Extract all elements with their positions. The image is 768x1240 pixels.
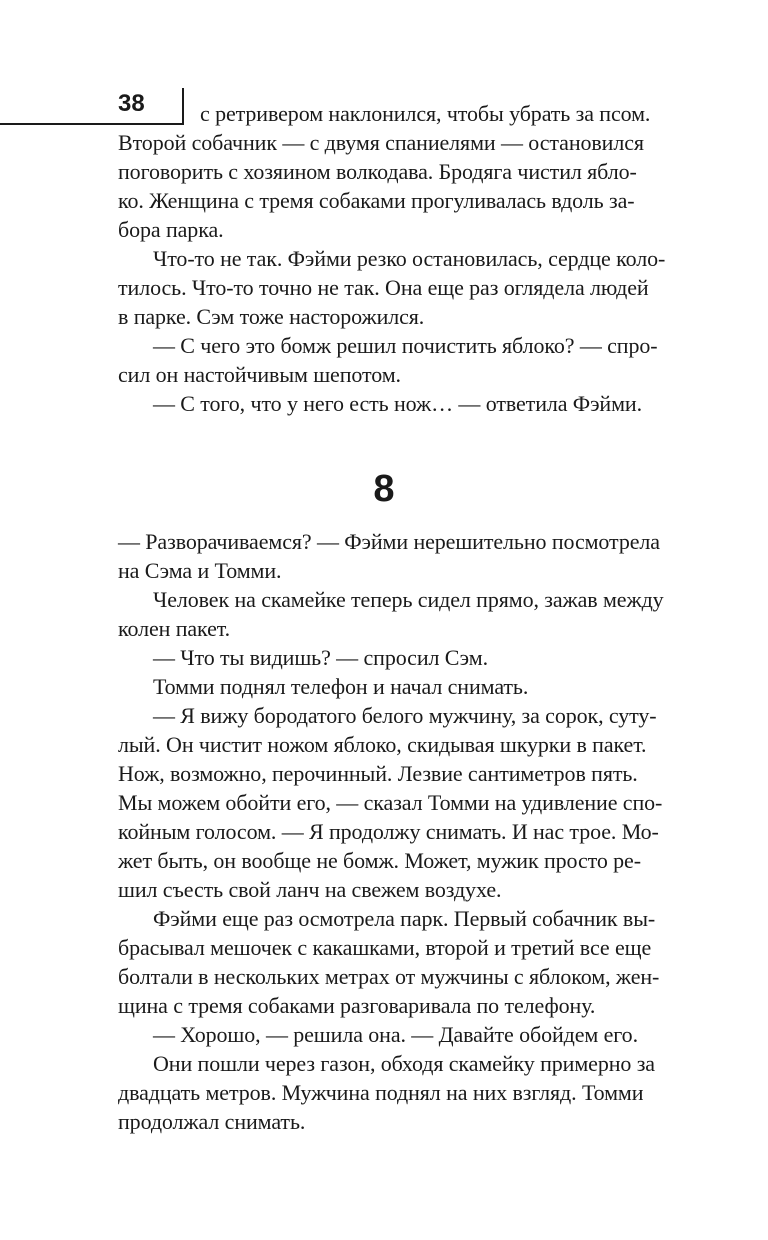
text-line: поговорить с хозяином волкодава. Бродяга чистил ябло- [118,159,637,184]
text-line: тилось. Что-то точно не так. Она еще раз оглядела людей [118,275,649,300]
text-line: колен пакет. [118,616,231,641]
text-line: Мы можем обойти его, — сказал Томми на удивление спо- [118,790,663,815]
text-line: Фэйми еще раз осмотрела парк. Первый собачник вы- [153,906,656,931]
page-number: 38 [118,90,145,117]
text-line: койным голосом. — Я продолжу снимать. И нас трое. Мо- [118,819,659,844]
text-line: на Сэма и Томми. [118,558,282,583]
text-line: сил он настойчивым шепотом. [118,362,401,387]
text-line: шил съесть свой ланч на свежем воздухе. [118,877,502,902]
text-line: Второй собачник — с двумя спаниелями — остановился [118,130,644,155]
text-line: бора парка. [118,217,224,242]
text-line: — Хорошо, — решила она. — Давайте обойдем его. [153,1022,638,1047]
text-line: ко. Женщина с тремя собаками прогуливалась вдоль за- [118,188,635,213]
text-line: — Что ты видишь? — спросил Сэм. [153,645,488,670]
text-line: брасывал мешочек с какашками, второй и третий все еще [118,935,652,960]
text-line: — С того, что у него есть нож… — ответила Фэйми. [153,391,642,416]
text-line: продолжал снимать. [118,1109,306,1134]
text-line: болтали в нескольких метрах от мужчины с яблоком, жен- [118,964,660,989]
text-line: — Я вижу бородатого белого мужчину, за сорок, суту- [153,703,657,728]
text-line: — С чего это бомж решил почистить яблоко? — спро- [153,333,658,358]
text-line: — Разворачиваемся? — Фэйми нерешительно посмотрела [118,529,660,554]
folio-rule [0,123,184,125]
text-line: с ретривером наклонился, чтобы убрать за псом. [200,101,651,126]
text-line: Человек на скамейке теперь сидел прямо, зажав между [153,587,664,612]
text-line: Томми поднял телефон и начал снимать. [153,674,529,699]
text-line: жет быть, он вообще не бомж. Может, мужик просто ре- [118,848,641,873]
chapter-number: 8 [373,468,395,510]
text-line: Нож, возможно, перочинный. Лезвие сантиметров пять. [118,761,638,786]
text-line: Они пошли через газон, обходя скамейку примерно за [153,1051,655,1076]
text-line: двадцать метров. Мужчина поднял на них взгляд. Томми [118,1080,644,1105]
text-line: Что-то не так. Фэйми резко остановилась, сердце коло- [153,246,666,271]
text-line: в парке. Сэм тоже насторожился. [118,304,425,329]
text-line: лый. Он чистит ножом яблоко, скидывая шкурки в пакет. [118,732,647,757]
text-line: щина с тремя собаками разговаривала по телефону. [118,993,596,1018]
